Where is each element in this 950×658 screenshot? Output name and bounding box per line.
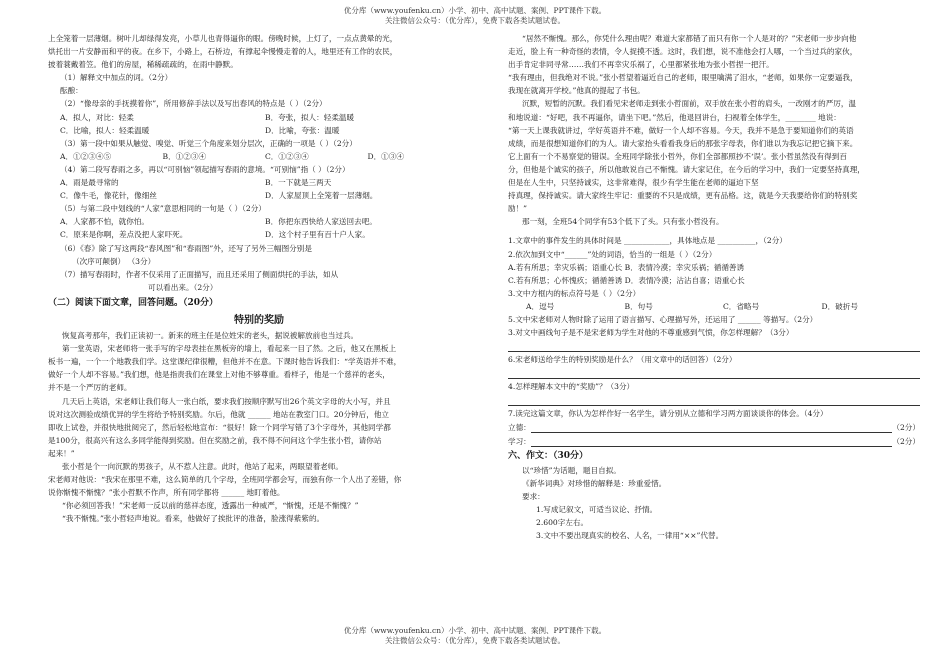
option: A．人家都不怕，就你怕。 [60,217,150,227]
option: D．这个村子里有百十户人家。 [265,230,370,240]
option: C．像牛毛，像花针，像细丝 [60,191,157,201]
story-text-line: 起来！” [48,448,75,458]
footer-line-2: 关注微信公众号：（优分库），免费下载各类试题试卷。 [385,636,565,645]
essay-text: 1.写成记叙文，可适当议论、抒情。 [536,504,658,514]
story-text-line: 第一堂英语，宋老师将一张手写的字母表挂在黑板旁的墙上，看起来一目了然。之后，他又在黑板上 [62,344,397,354]
answer-line[interactable] [508,393,920,406]
story-text-line: 板书一遍，一个一个地教我们学。这堂课纪律很糟，但他并不在意。下课时他告诉我们：“学英语并不难， [48,357,402,367]
section-heading: 六、作文：（30分） [508,451,589,462]
story-text-line: 出手肯定非同寻常……我们不再幸灾乐祸了，心里都紧张地为张小哲捏一把汗。 [508,60,774,70]
story-text-line: 几天后上英语，宋老师让我们每人一张白纸，要求我们按顺序默写出26个英文字母的大小写，并且 [62,396,391,406]
option: A.若有所思；幸灾乐祸；语重心长 B．表情冷漠；幸灾乐祸；循循善诱 [508,262,745,272]
option: B．句号 [624,301,653,311]
left-column [48,32,470,525]
story-text-line: 但是在人生中，只坚持诚实，这非常难得，很少有学生能在老师的逼迫下坚 [508,178,759,188]
option: D．①③④ [367,151,404,161]
question-6: 6.宋老师送给学生的特别奖励是什么？（用文章中的话回答）（2分） [508,355,737,365]
label-lide: 立德： [508,423,531,433]
question-6: （6）《春》除了写这两段“春风图”和“春雨图”外，还写了另外三幅图分别是 [60,243,312,253]
option: C.若有所思；心怀愧疚；循循善诱 D．表情冷漠；沾沾自喜；语重心长 [508,275,745,285]
option: B．你把东西快给人家送回去吧。 [265,217,377,227]
story-title: 特别的奖励 [234,314,284,326]
question-8: 7.读完这篇文章，你认为怎样作好一名学生，请分别从立德和学习两方面谈谈你的体会。（4分） [508,409,828,419]
header-line-2: 关注微信公众号：（优分库），免费下载各类试题试卷。 [385,16,565,25]
story-text-line: 它上面有一个不易察觉的错误。全班同学除张小哲外，你们全部都照抄不‘误’。张小哲虽然没有得到百 [508,151,847,161]
question-2: （2）“像母亲的手抚摸着你”，所用修辞手法以及写出春风的特点是（ ）（2分） [60,99,327,109]
option: C．原来是你啊，差点没把人家吓死。 [60,230,188,240]
story-text-line: 是100分，很高兴有这么多同学能得到奖励。但在奖励之前，我不得不问问这个学生张小哲，请你站 [48,435,382,445]
question-3: 3.文中方框内的标点符号是（ ）（2分） [508,288,641,298]
story-text-line: 分，但他是个诚实的孩子，所以他敢说自己不惭愧。请大家记住，在今后的学习中，我们一定要坚持真理， [508,164,865,174]
story-text-line: “你必须回答我！”宋老师一反以前的慈祥态度，透露出一种威严，“惭愧，还是不惭愧？” [62,501,359,511]
option: C．省略号 [723,301,760,311]
question-4: （4）第二段写春雨之多，再以“可别恼”领起描写春雨的意境。“可别恼”指（ ）（2分） [60,164,350,174]
essay-text: 2.600字左右。 [536,517,589,527]
story-text-line: 和地说道：“好吧，我不再逼你，请坐下吧。”然后，他退回讲台，扫视着全体学生，________ 地说： [508,112,841,122]
answer-line[interactable] [531,434,893,447]
story-text-line: 成绩，而是很想知道你们的为人。请大家抬头看看我身后的那张字母表，你们谁以为我忘记把它摘下来。 [508,138,858,148]
option: D．破折号 [821,301,858,311]
story-text-line: 张小哲是个一向沉默的男孩子，从不惹人注意。此时，他站了起来，两眼望着老师。 [62,462,343,471]
essay-text: 要求： [522,491,545,501]
poem-text-line: 披着蓑戴着笠。他们的房屋，稀稀疏疏的，在雨中静默。 [48,60,238,70]
essay-text: 以“珍惜”为话题，题目自拟。 [522,465,621,475]
question-5: 3.对文中画线句子是不是宋老师为学生对他的不尊重感到气愤，你怎样理解？（3分） [508,328,794,338]
story-text-line: 走近，脸上有一种奇怪的表情，令人捉摸不透。这时，我们想，说不准他会打人哪，一个当过兵的家伙， [508,47,858,57]
story-text-line: “我不惭愧。”张小哲轻声地说。看来，他做好了挨批评的准备，脸涨得紫紫的。 [62,514,325,524]
page-header [0,6,950,26]
header-line-1: 优分库（www.youfenku.cn）小学、初中、高中试题、案例、PPT课件下载。 [343,6,607,15]
story-text-line: 我现在就离开学校。”他真的提起了书包。 [508,86,645,96]
option: B．夸张，拟人：轻柔温暖 [265,112,355,122]
answer-line[interactable] [531,420,893,433]
question-1: 1.文章中的事件发生的具体时间是 ____________，具体地点是 __________，（2分） [508,236,787,246]
option: A．逗号 [526,301,555,311]
page-footer [0,626,950,646]
story-text-line: “第一天上课我就讲过，学好英语并不难，做好一个人却不容易。今天，我并不是急于要知道你们的英语 [508,125,854,135]
option: A．拟人，对比：轻柔 [60,112,134,122]
story-text-line: 恢复高考那年，我们正读初一。新来的班主任是位姓宋的老头，据说被解放前也当过兵。 [62,331,359,341]
question-7: 4.怎样理解本文中的“奖励”？（3分） [508,382,635,392]
question-7-cont: 可以看出来。（2分） [148,282,218,292]
option: C．①②③④ [265,151,309,161]
question-1-answer: 酝酿： [60,86,83,96]
story-text-line: 沉默，短暂的沉默。我们看见宋老师走到张小哲面前，双手放在张小哲的肩头，一改刚才的严厉，温 [522,99,857,109]
story-text-line: 并不是一个严厉的老师。 [48,383,132,393]
option: A．①②③④⑤ [60,151,112,161]
option: C．比喻，拟人：轻柔温暖 [60,125,150,135]
essay-text: 《新华词典》对珍惜的解释是：珍重爱惜。 [522,478,667,488]
question-4: 5.文中宋老师对人物时除了运用了语言描写、心理描写外，还运用了 ______ 等描写。（2分） [508,314,818,324]
footer-line-1: 优分库（www.youfenku.cn）小学、初中、高中试题、案例、PPT课件下载。 [343,626,607,635]
label-xuexi: 学习： [508,437,531,447]
option: D．比喻，夸张：温暖 [265,125,340,135]
story-text-line: 励！” [508,204,528,214]
poem-text-line: 烘托出一片安静而和平的夜。在乡下，小路上，石桥边，有撑起伞慢慢走着的人，地里还有工作的农民， [48,47,398,57]
story-text-line: 那一刻，全班54个同学有53个低下了头。只有张小哲没有。 [522,217,724,227]
points: （2分） [892,437,920,447]
section-heading: （二）阅读下面文章，回答问题。（20分） [48,297,219,308]
question-2: 2.依次加到文中“______”处的词语，恰当的一组是（ ）（2分） [508,249,717,259]
story-text-line: 持真理，保持诚实。请大家终生牢记：重要的不只是成绩，更有品格。这，就是今天我要给你们的特别奖 [508,191,858,201]
question-6-cont: （次序可颠倒） （3分） [72,256,156,266]
right-column [508,32,920,542]
story-text-line: 宋老师对他说：“我宋在那里不难，这么简单的几个字母，全班同学都会写，而独有你一个人出了差错，你 [48,475,402,485]
story-text-line: 说对这次测验成绩优异的学生将给予特别奖励。尔后，他就 ______ 地站在教室门口。20分钟后，他立 [48,409,390,419]
answer-line[interactable] [508,339,920,352]
question-1: （1）解释文中加点的词。（2分） [60,73,173,83]
story-text-line: 说你惭愧不惭愧？”张小哲默不作声，所有同学都将 ______ 地盯着他。 [48,488,285,498]
question-5: （5）与第二段中划线的“人家”意思相同的一句是（ ）（2分） [60,204,266,214]
question-3: （3）第一段中如果从触觉、嗅觉、听觉三个角度来划分层次，正确的一项是（ ）（2分） [60,138,357,148]
points: （2分） [892,423,920,433]
answer-line[interactable] [508,366,920,379]
option: D．人家屋顶上全笼着一层薄烟。 [265,191,378,201]
option: B．一下就是三两天 [265,178,332,188]
story-text-line: 做好一个人却不容易。”我们想，他是指责我们在课堂上对他不够尊重。看样子，他是一个慈祥的老头， [48,370,390,380]
story-text-line: 即收上试卷，并很快地批阅完了，然后轻松地宣布：“很好！除一个同学写错了3个字母外，其他同学都 [48,422,391,432]
essay-text: 3.文中不要出现真实的校名、人名，一律用“××”代替。 [536,531,724,540]
option: A．雨是最寻常的 [60,178,119,188]
story-text-line: “居然不惭愧。那么，你凭什么理由呢？难道大家都错了而只有你一个人是对的？”宋老师一步步向他 [522,34,857,43]
poem-text-line: 上全笼着一层薄烟。树叶儿却绿得发亮，小草儿也青得逼你的眼。傍晚时候，上灯了，一点点黄晕的光， [48,34,398,43]
question-7: （7）描写春雨时，作者不仅采用了正面描写，而且还采用了侧面烘托的手法，如从 [60,269,339,279]
option: B．①②③④ [162,151,207,161]
story-text-line: “我有理由，但我绝对不说。”张小哲望着逼近自己的老师，眼里噙满了泪水，“老师，如果你一定要逼我， [508,73,858,83]
